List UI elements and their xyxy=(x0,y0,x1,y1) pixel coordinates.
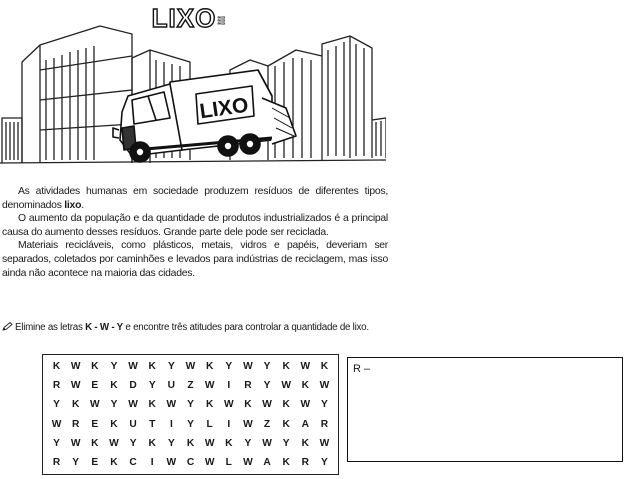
grid-letter: W xyxy=(243,361,253,373)
grid-letter: Y xyxy=(53,437,60,449)
grid-letter: K xyxy=(52,361,61,373)
grid-letter: W xyxy=(166,456,177,468)
grid-letter: K xyxy=(110,418,118,430)
grid-row xyxy=(47,414,334,433)
grid-letter: K xyxy=(301,437,309,449)
grid-letter: R xyxy=(72,418,80,430)
grid-letter: W xyxy=(319,437,330,449)
grid-letter: W xyxy=(243,456,253,468)
grid-letter: Y xyxy=(167,437,175,449)
letter-grid xyxy=(42,354,339,475)
grid-letter: K xyxy=(282,456,290,468)
instruction xyxy=(2,322,382,335)
grid-letter: K xyxy=(91,437,99,449)
grid-letter: Z xyxy=(187,380,194,392)
grid-letter: K xyxy=(110,456,118,468)
keyword-lixo: lixo xyxy=(64,199,82,211)
grid-letter: I xyxy=(227,418,231,430)
grid-letter: Y xyxy=(148,380,156,392)
grid-letter: L xyxy=(206,418,213,430)
grid-letter: W xyxy=(262,399,272,411)
grid-letter: W xyxy=(128,399,138,411)
grid-letter: Y xyxy=(72,456,80,468)
grid-letter: Y xyxy=(53,399,60,411)
grid-letter: W xyxy=(51,418,62,430)
grid-letter: W xyxy=(166,399,177,411)
grid-letter: K xyxy=(282,361,290,373)
grid-letter: R xyxy=(52,456,61,468)
grid-letter: E xyxy=(91,418,99,430)
grid-letter: K xyxy=(225,437,233,449)
grid-letter: R xyxy=(320,418,329,430)
grid-letter: A xyxy=(301,418,309,430)
answer-label: R – xyxy=(353,363,371,375)
grid-letter: W xyxy=(262,437,272,449)
grid-letter: R xyxy=(244,380,252,392)
grid-letter: Y xyxy=(110,361,118,373)
grid-letter: R xyxy=(301,456,309,468)
grid-letter: W xyxy=(70,361,81,373)
grid-letter: W xyxy=(90,399,100,411)
grid-letter: I xyxy=(150,456,154,468)
grid-letter: Y xyxy=(321,456,328,468)
grid-letter: K xyxy=(186,437,195,449)
grid-letter: K xyxy=(282,399,290,411)
grid-letter: Y xyxy=(282,437,290,449)
grid-letter: E xyxy=(91,456,99,468)
grid-letter: Y xyxy=(110,399,118,411)
grid-letter: W xyxy=(300,399,311,411)
grid-letter: I xyxy=(169,418,173,430)
grid-letter: E xyxy=(91,380,99,392)
grid-row xyxy=(47,434,334,453)
grid-letter: K xyxy=(282,418,290,430)
grid-letter: K xyxy=(205,399,214,411)
city-truck-illustration xyxy=(0,0,386,176)
paragraph-1 xyxy=(2,185,388,212)
grid-letter: U xyxy=(167,380,176,392)
grid-letter: L xyxy=(225,456,232,468)
grid-row xyxy=(47,395,334,414)
grid-letter: K xyxy=(244,399,252,411)
grid-letter: K xyxy=(320,361,329,373)
grid-letter: C xyxy=(186,456,195,468)
pencil-icon xyxy=(2,322,13,331)
grid-letter: Y xyxy=(225,361,233,373)
grid-letter: K xyxy=(91,361,99,373)
grid-row xyxy=(47,376,334,395)
grid-letter: K xyxy=(110,380,118,392)
instruction-text-end: e encontre três atitudes para controlar a quantidade de lixo. xyxy=(122,322,369,333)
grid-letter: Y xyxy=(187,399,194,411)
grid-letter: K xyxy=(148,399,156,411)
grid-letter: K xyxy=(301,380,309,392)
instruction-text: Elimine as letras xyxy=(15,322,86,333)
grid-row xyxy=(47,453,334,472)
grid-letter: W xyxy=(281,380,291,392)
page-title-suffix: !!! xyxy=(216,16,226,25)
body-text xyxy=(2,185,388,280)
grid-letter: A xyxy=(263,456,271,468)
paragraph-2: O aumento da população e da quantidade de produtos industrializados é a principal causa do aumento desses resíduos. Grande parte dele pode ser reciclada. xyxy=(2,213,388,238)
truck-label: LIXO xyxy=(198,93,250,124)
grid-letter: K xyxy=(148,361,156,373)
grid-letter: W xyxy=(319,380,330,392)
grid-letter: W xyxy=(128,361,138,373)
grid-letter: T xyxy=(149,418,156,430)
grid-letter: W xyxy=(70,437,81,449)
grid-letter: K xyxy=(148,437,156,449)
grid-letter: Y xyxy=(129,437,137,449)
grid-letter: R xyxy=(52,380,61,392)
grid-letter: Y xyxy=(244,437,252,449)
grid-letter: U xyxy=(129,418,137,430)
grid-letter: Y xyxy=(321,399,328,411)
grid-letter: W xyxy=(223,399,234,411)
grid-letter: C xyxy=(129,456,137,468)
grid-letter: W xyxy=(300,361,311,373)
grid-letter: W xyxy=(204,456,215,468)
instruction-letters: K - W - Y xyxy=(85,322,123,333)
grid-letter: W xyxy=(109,437,119,449)
grid-letter: Y xyxy=(167,361,175,373)
paragraph-1-text: As atividades humanas em sociedade produzem resíduos de diferentes tipos, denominados xyxy=(2,186,388,211)
grid-row xyxy=(47,357,334,376)
grid-letter: Y xyxy=(263,361,271,373)
grid-letter: W xyxy=(185,361,196,373)
grid-letter: K xyxy=(205,361,214,373)
grid-letter: Y xyxy=(263,380,271,392)
answer-box[interactable] xyxy=(347,357,623,462)
grid-letter: W xyxy=(204,380,215,392)
page-title: LIXO xyxy=(151,3,217,33)
grid-letter: W xyxy=(243,418,253,430)
grid-letter: W xyxy=(70,380,81,392)
grid-letter: D xyxy=(129,380,137,392)
paragraph-1-end: . xyxy=(81,199,84,211)
grid-letter: Z xyxy=(263,418,271,430)
grid-letter: I xyxy=(227,380,231,392)
grid-letter: K xyxy=(72,399,80,411)
paragraph-3: Materiais recicláveis, como plásticos, metais, vidros e papéis, deveriam ser separados, coletados por caminhões e levados para indústrias de reciclagem, mas isso ainda não acontece na maioria das cidades. xyxy=(2,240,388,279)
grid-letter: Y xyxy=(187,418,194,430)
grid-letter: W xyxy=(204,437,215,449)
